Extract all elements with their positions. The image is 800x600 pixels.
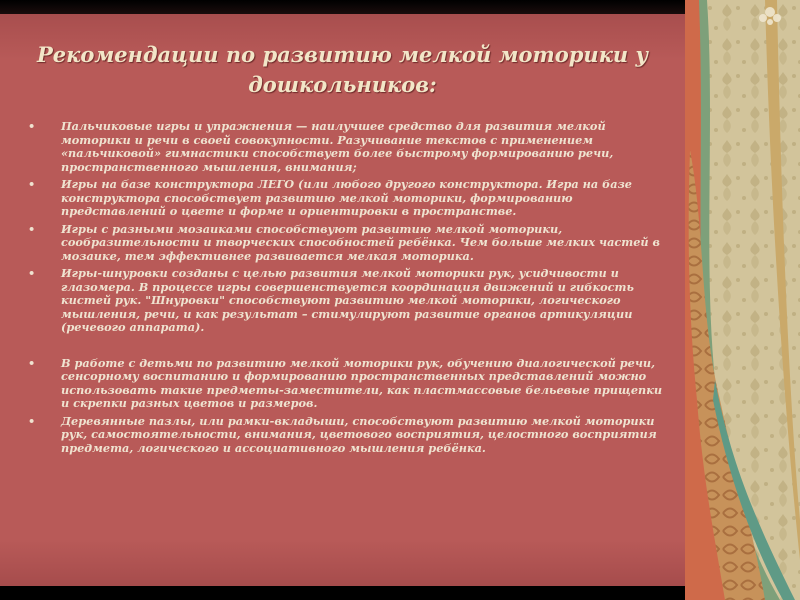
list-item-text: Игры-шнуровки созданы с целью развития мелкой моторики рук, усидчивости и глазомера. В процессе игры совершенствуется координация движений и гибкость кистей рук. "Шнуровки" способствуют развитию мелкой моторики, логического мышления, речи, и как результат – стимулируют развитие органов артикуляции (речевого аппарата). xyxy=(61,266,634,334)
bottom-border xyxy=(0,586,690,600)
bullet-icon: • xyxy=(28,266,36,280)
list-item-text: Игры с разными мозаиками способствуют развитию мелкой моторики, сообразительности и творческих способностей ребёнка. Чем больше мелких частей в мозаике, тем эффективнее развивается мелкая моторика. xyxy=(61,221,660,263)
list-item-text: Игры на базе конструктора ЛЕГО (или любого другого конструктора. Игра на базе конструктора способствует развитию мелкой моторики, формированию представлений о цвете и форме и ориентировки в пространстве. xyxy=(61,177,632,218)
list-item-text: В работе с детьми по развитию мелкой моторики рук, обучению диалогической речи, сенсорному воспитанию и формированию пространственных представлений можно использовать такие предметы-заместители, как пластмассовые бельевые прищепки и скрепки разных цветов и размеров. xyxy=(61,355,663,410)
list-item xyxy=(28,267,668,335)
top-border xyxy=(0,0,690,14)
slide-title: Рекомендации по развитию мелкой моторики у дошкольников: xyxy=(36,42,649,97)
bullet-icon: • xyxy=(28,177,36,191)
list-item xyxy=(28,223,668,264)
list-item xyxy=(28,357,668,411)
bullet-icon: • xyxy=(28,413,36,428)
list-item xyxy=(28,415,668,456)
list-item xyxy=(28,178,668,219)
decorative-side-panel xyxy=(685,0,800,600)
decorative-drapery-image xyxy=(685,0,800,600)
list-item-text: Деревянные пазлы, или рамки-вкладыши, способствуют развитию мелкой моторики рук, самостоятельности, внимания, цветового восприятия, целостного восприятия предмета, логического и ассоциативного мышления ребёнка. xyxy=(61,413,657,455)
list-item-text: Пальчиковые игры и упражнения — наилучшее средство для развития мелкой моторики и речи в своей совокупности. Разучивание текстов с применением «пальчиковой» гимнастики способствует более быстрому формированию речи, пространственного мышления, внимания; xyxy=(61,119,614,174)
bullet-icon: • xyxy=(28,355,36,370)
list-item xyxy=(28,120,668,174)
bullet-icon: • xyxy=(28,221,36,236)
recommendations-list xyxy=(28,120,668,459)
bullet-icon: • xyxy=(28,119,36,133)
